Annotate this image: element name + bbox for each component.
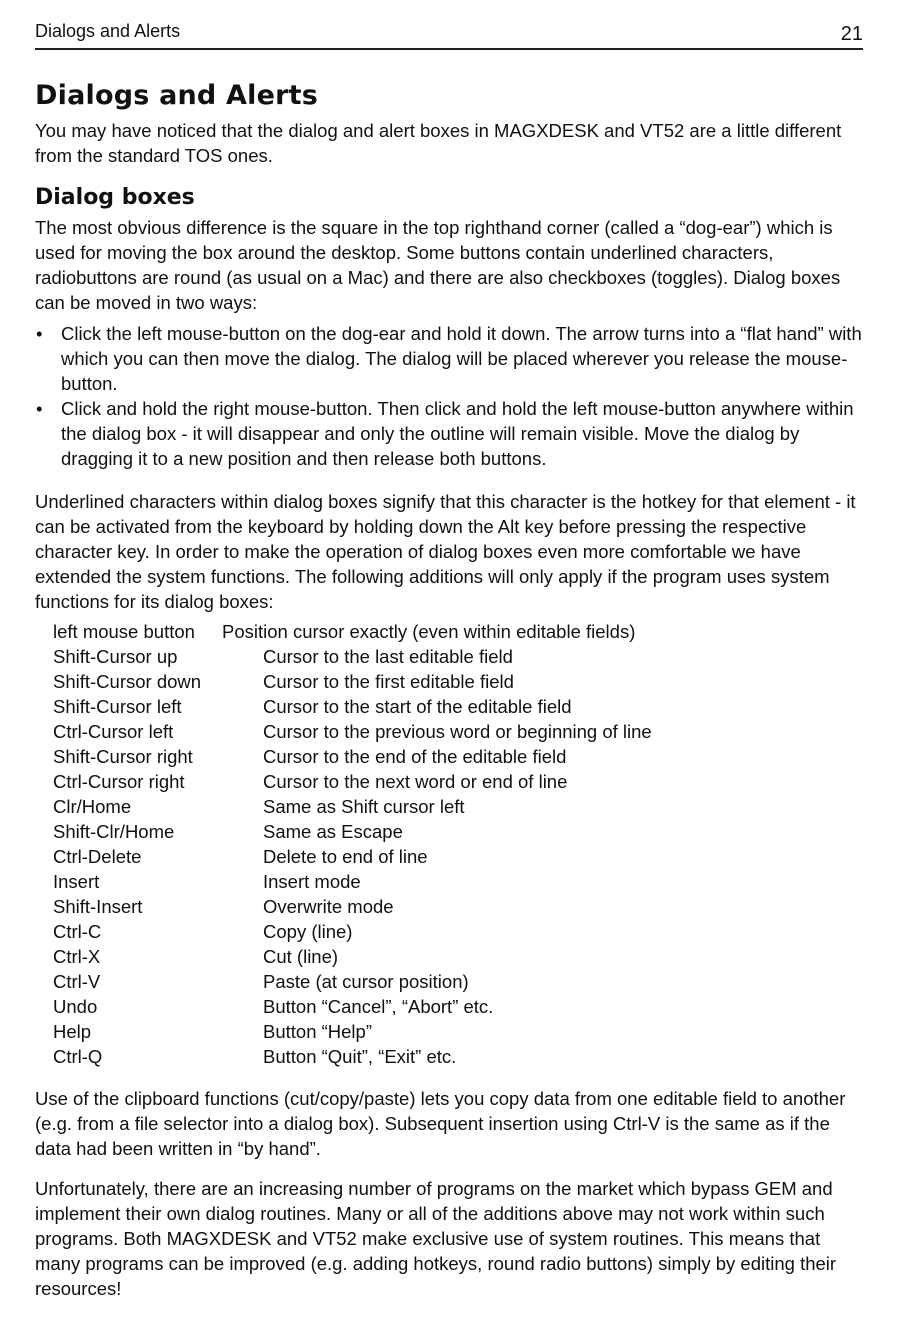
subsection-title-dialog-boxes: Dialog boxes [35, 185, 195, 210]
keyboard-shortcut-table [53, 619, 753, 1069]
shortcut-row [53, 894, 753, 919]
shortcut-action: Cursor to the next word or end of line [263, 771, 568, 792]
running-title: Dialogs and Alerts [35, 21, 181, 41]
shortcut-action: Cursor to the end of the editable field [263, 746, 567, 767]
shortcut-key: Shift-Insert [53, 896, 143, 917]
shortcut-action: Insert mode [263, 871, 361, 892]
shortcut-key: Ctrl-Cursor left [53, 721, 174, 742]
shortcut-action: Cursor to the last editable field [263, 646, 513, 667]
shortcut-row [53, 919, 753, 944]
hotkey-paragraph: Underlined characters within dialog boxes signify that this character is the hotkey for that element - it can be activated from the keyboard by holding down the Alt key before pressing the respective character key. In order to make the operation of dialog boxes even more comfortable we have extended the system functions. The following additions will only apply if the program uses system functions for its dialog boxes: [35, 491, 856, 612]
shortcut-row [53, 619, 753, 644]
shortcut-key: Help [53, 1021, 92, 1042]
shortcut-key: Clr/Home [53, 796, 132, 817]
bullet-text: Click the left mouse-button on the dog-ear and hold it down. The arrow turns into a “flat hand” with which you can then move the dialog. The dialog will be placed wherever you release the mouse-button. [61, 323, 862, 394]
dialog-boxes-paragraph: The most obvious difference is the square in the top righthand corner (called a “dog-ear”) which is used for moving the box around the desktop. Some buttons contain underlined characters, radiobuttons are round (as usual on a Mac) and there are also checkboxes (toggles). Dialog boxes can be moved in two ways: [35, 217, 841, 313]
shortcut-row [53, 1019, 753, 1044]
page-number: 21 [840, 23, 863, 45]
intro-paragraph: You may have noticed that the dialog and alert boxes in MAGXDESK and VT52 are a little different from the standard TOS ones. [35, 120, 842, 166]
shortcut-key: Shift-Cursor down [53, 671, 202, 692]
shortcut-action: Button “Help” [263, 1021, 372, 1042]
shortcut-action: Cut (line) [263, 946, 339, 967]
shortcut-row [53, 844, 753, 869]
shortcut-row [53, 694, 753, 719]
shortcut-key: Ctrl-Delete [53, 846, 142, 867]
bullet-item [35, 396, 863, 471]
bullet-text: Click and hold the right mouse-button. Then click and hold the left mouse-button anywhere within the dialog box - it will disappear and only the outline will remain visible. Move the dialog by dragging it to a new position and then release both buttons. [61, 398, 854, 469]
shortcut-action: Cursor to the start of the editable field [263, 696, 572, 717]
shortcut-action: Cursor to the previous word or beginning of line [263, 721, 652, 742]
shortcut-key: Ctrl-Q [53, 1046, 103, 1067]
shortcut-row [53, 794, 753, 819]
shortcut-row [53, 1044, 753, 1069]
shortcut-row [53, 969, 753, 994]
move-dialog-bullet-list [35, 321, 863, 471]
shortcut-action: Same as Escape [263, 821, 403, 842]
shortcut-key: Ctrl-V [53, 971, 101, 992]
shortcut-key: left mouse button [53, 621, 195, 642]
shortcut-action: Copy (line) [263, 921, 353, 942]
shortcut-action: Position cursor exactly (even within editable fields) [222, 621, 636, 642]
shortcut-key: Shift-Cursor up [53, 646, 178, 667]
shortcut-key: Ctrl-Cursor right [53, 771, 185, 792]
shortcut-key: Insert [53, 871, 100, 892]
shortcut-action: Paste (at cursor position) [263, 971, 469, 992]
compatibility-paragraph: Unfortunately, there are an increasing number of programs on the market which bypass GEM and implement their own dialog routines. Many or all of the additions above may not work within such programs. Both MAGXDESK and VT52 make exclusive use of system routines. This means that many programs can be improved (e.g. adding hotkeys, round radio buttons) simply by editing their resources! [35, 1178, 837, 1299]
shortcut-action: Overwrite mode [263, 896, 394, 917]
shortcut-row [53, 869, 753, 894]
shortcut-key: Ctrl-X [53, 946, 101, 967]
shortcut-action: Same as Shift cursor left [263, 796, 465, 817]
shortcut-row [53, 719, 753, 744]
shortcut-row [53, 744, 753, 769]
shortcut-key: Ctrl-C [53, 921, 102, 942]
shortcut-action: Delete to end of line [263, 846, 428, 867]
running-header [35, 21, 863, 49]
shortcut-row [53, 769, 753, 794]
shortcut-action: Button “Cancel”, “Abort” etc. [263, 996, 494, 1017]
shortcut-key: Undo [53, 996, 98, 1017]
clipboard-paragraph: Use of the clipboard functions (cut/copy/paste) lets you copy data from one editable field to another (e.g. from a file selector into a dialog box). Subsequent insertion using Ctrl-V is the same as if the data had been written in “by hand”. [35, 1088, 846, 1159]
shortcut-key: Shift-Clr/Home [53, 821, 175, 842]
shortcut-row [53, 994, 753, 1019]
shortcut-key: Shift-Cursor right [53, 746, 193, 767]
bullet-item [35, 321, 863, 396]
shortcut-row [53, 944, 753, 969]
shortcut-action: Cursor to the first editable field [263, 671, 514, 692]
shortcut-row [53, 644, 753, 669]
shortcut-action: Button “Quit”, “Exit” etc. [263, 1046, 457, 1067]
bullet-icon: • [36, 398, 43, 419]
bullet-icon: • [36, 323, 43, 344]
shortcut-key: Shift-Cursor left [53, 696, 182, 717]
shortcut-row [53, 669, 753, 694]
shortcut-row [53, 819, 753, 844]
header-rule [35, 48, 863, 50]
section-title: Dialogs and Alerts [35, 80, 319, 111]
